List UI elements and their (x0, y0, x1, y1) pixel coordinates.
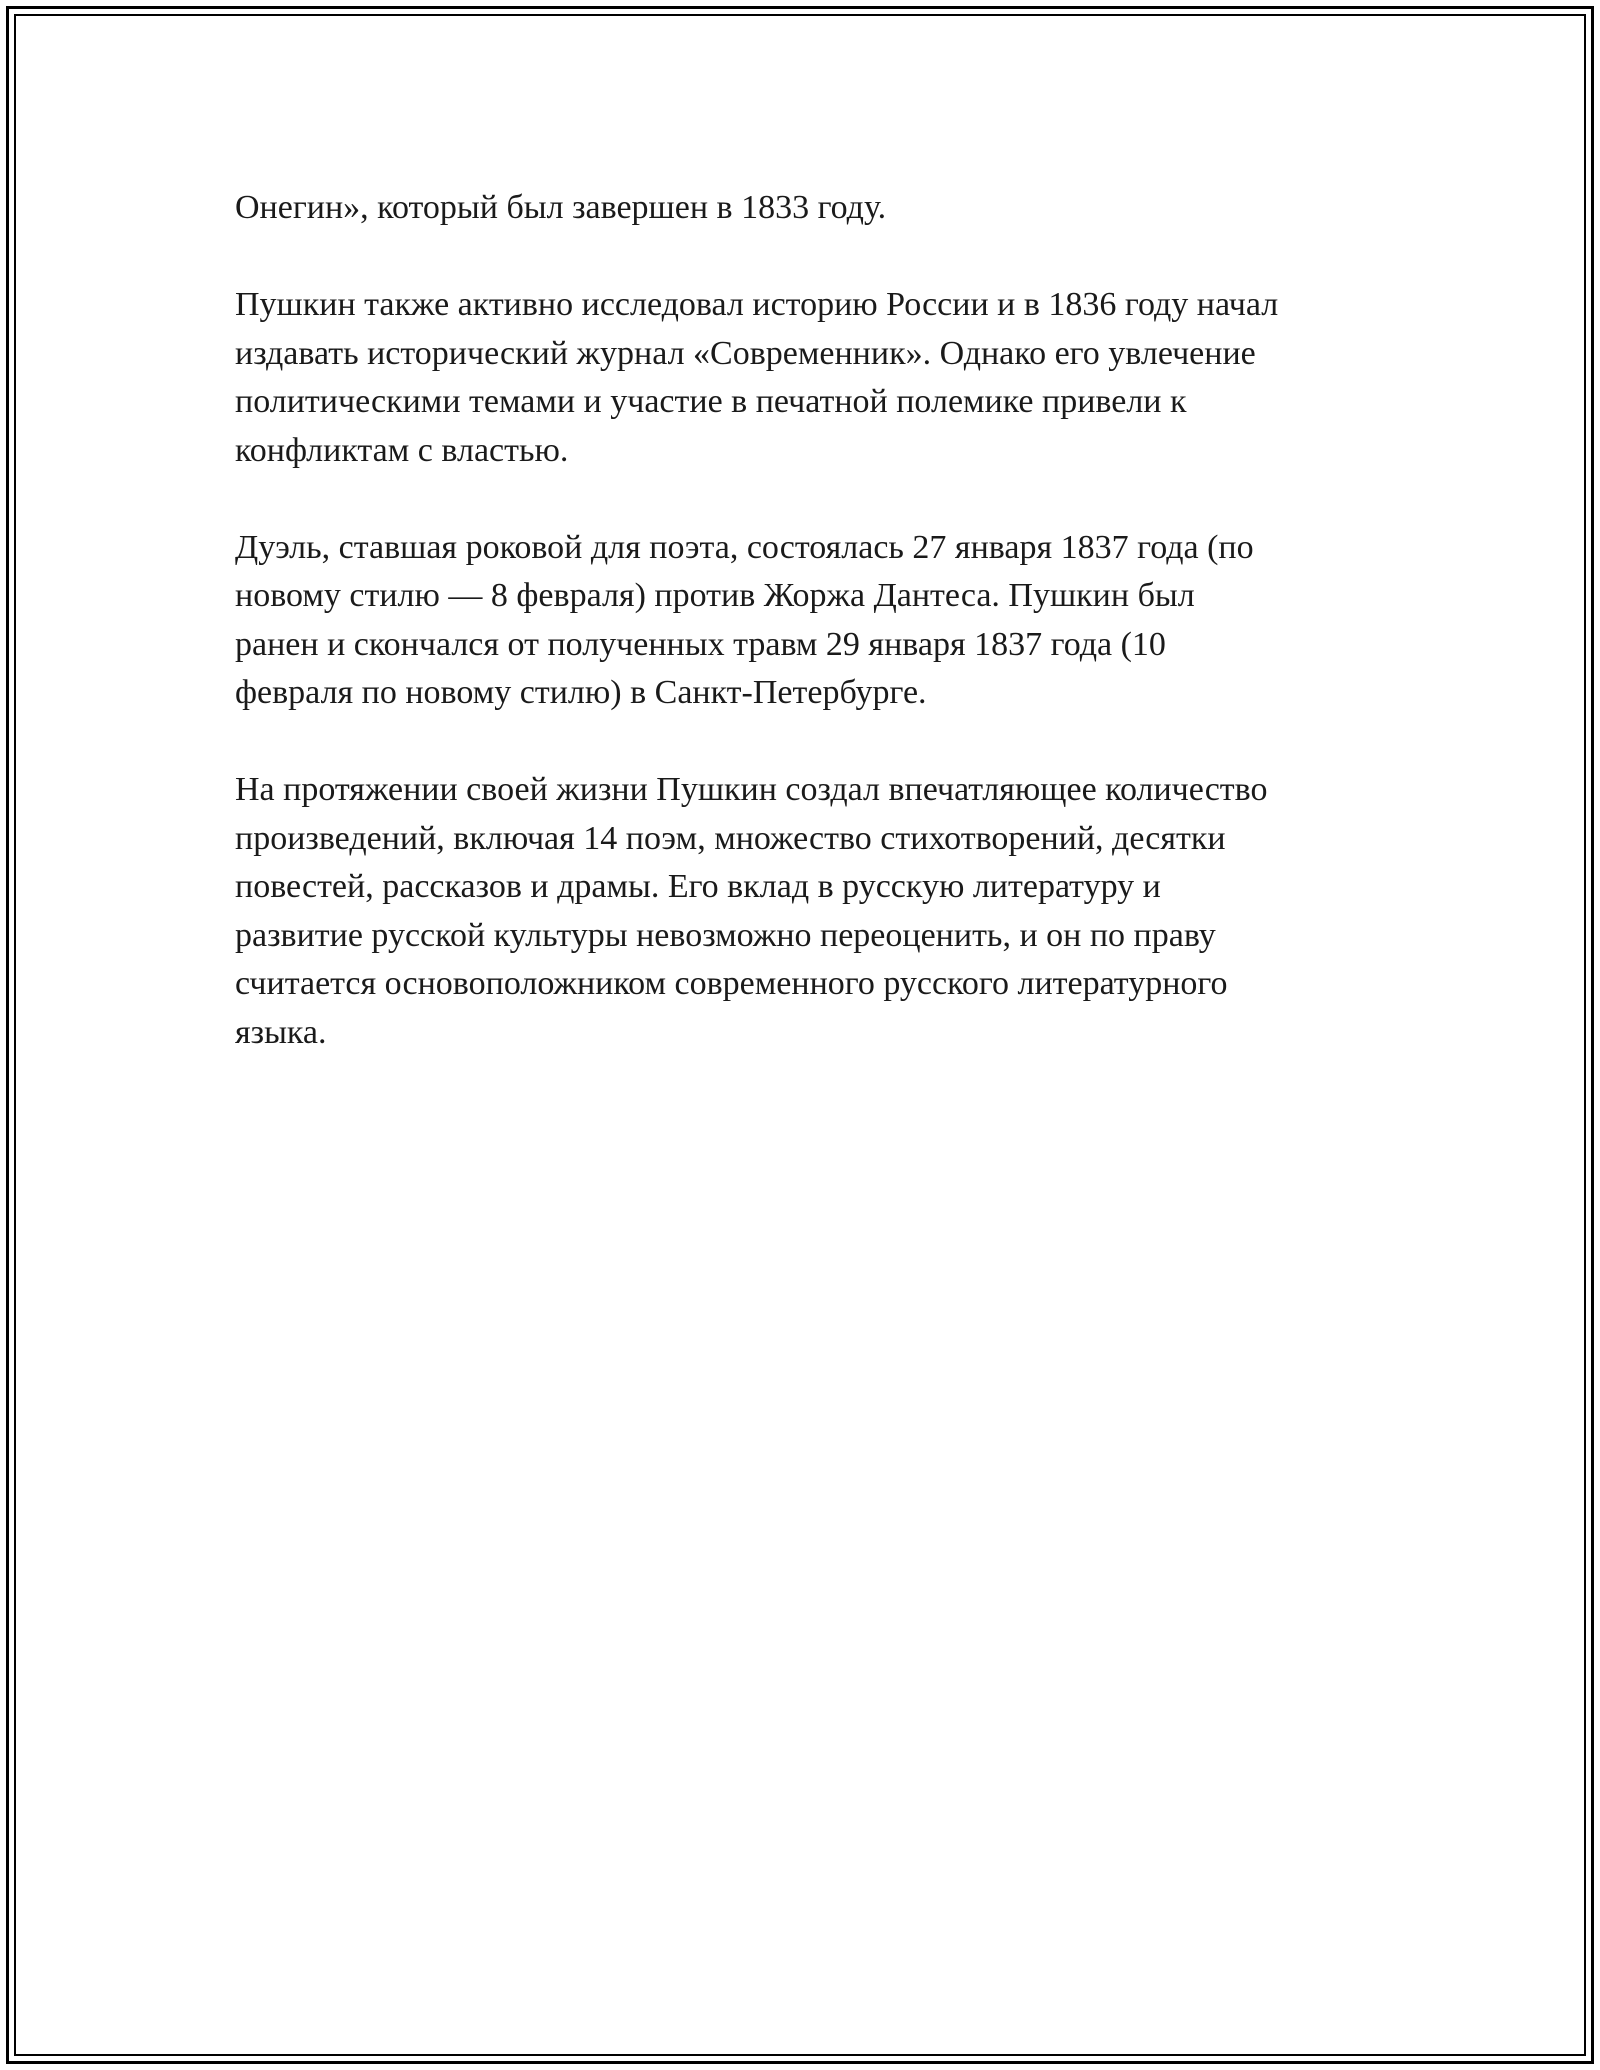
paragraph-1: Онегин», который был завершен в 1833 году. (235, 189, 887, 226)
paragraph-4: На протяжении своей жизни Пушкин создал впечатляющее количество произведений, включая 14 поэм, множество стихотворений, десятки повестей, рассказов и драмы. Его вклад в русскую литературу и развитие русской культуры невозможно переоценить, и он по праву считается основоположником современного русского литературного языка. (235, 771, 1268, 1051)
document-body (235, 184, 1385, 1106)
paragraph-3: Дуэль, ставшая роковой для поэта, состоялась 27 января 1837 года (по новому стилю — 8 февраля) против Жоржа Дантеса. Пушкин был ранен и скончался от полученных травм 29 января 1837 года (10 февраля по новому стилю) в Санкт-Петербурге. (235, 528, 1254, 711)
paragraph-2: Пушкин также активно исследовал историю России и в 1836 году начал издавать исторический журнал «Современник». Однако его увлечение политическими темами и участие в печатной полемике привели к конфликтам с властью. (235, 286, 1279, 469)
